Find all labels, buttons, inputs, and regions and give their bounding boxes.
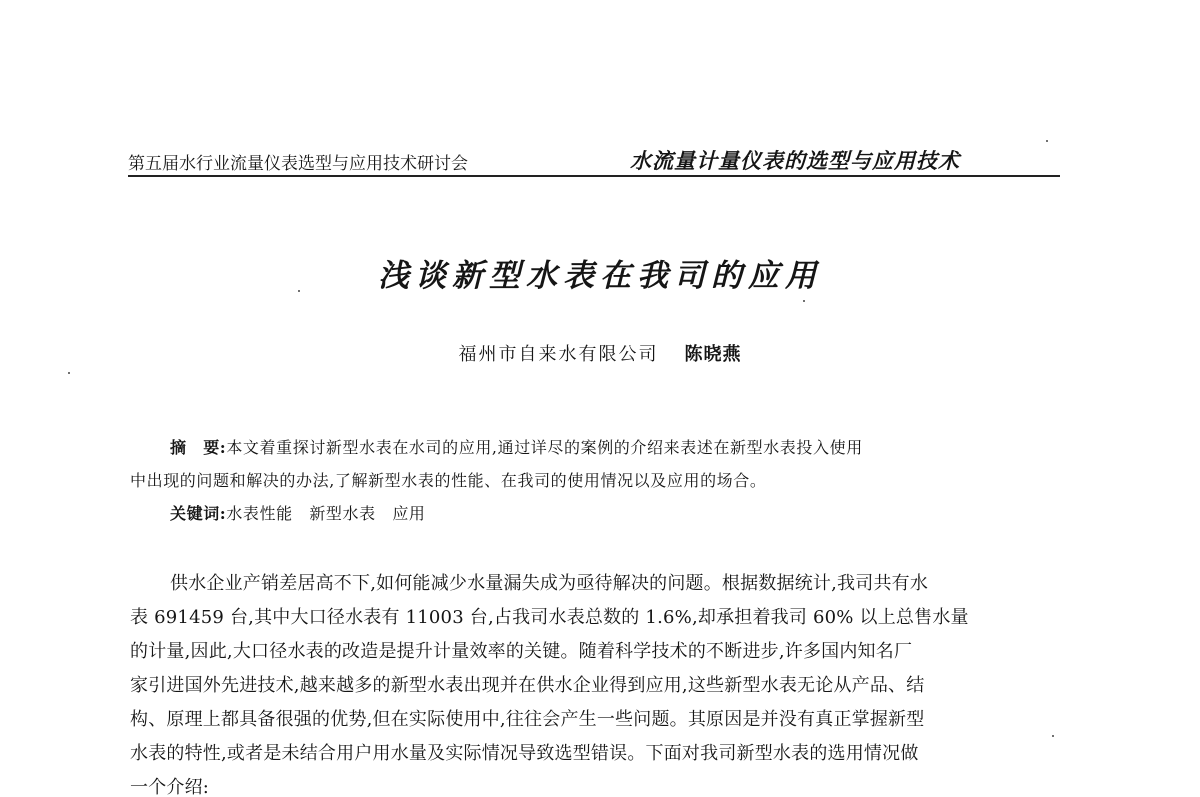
abstract-block <box>130 431 1060 530</box>
body-line: 家引进国外先进技术,越来越多的新型水表出现并在供水企业得到应用,这些新型水表无论从产品、结 <box>130 675 925 696</box>
body-line: 供水企业产销差居高不下,如何能减少水量漏失成为亟待解决的问题。根据数据统计,我司共有水 <box>170 573 929 594</box>
body-line: 一个介绍: <box>130 777 210 797</box>
affiliation-line <box>0 340 1200 366</box>
body-line: 水表的特性,或者是未结合用户用水量及实际情况导致选型错误。下面对我司新型水表的选用情况做 <box>130 743 919 764</box>
scan-speck <box>1052 735 1054 737</box>
body-line: 的计量,因此,大口径水表的改造是提升计量效率的关键。随着科学技术的不断进步,许多国内知名厂 <box>130 641 913 662</box>
body-line: 表 691459 台,其中大口径水表有 11003 台,占我司水表总数的 1.6%,却承担着我司 60% 以上总售水量 <box>130 607 969 628</box>
abstract-label: 摘 要: <box>170 438 227 457</box>
scan-speck <box>1046 140 1048 142</box>
abstract-line-1 <box>130 431 1060 464</box>
header-rule <box>128 175 1060 177</box>
keywords-text: 水表性能 新型水表 应用 <box>226 504 426 523</box>
body-line: 构、原理上都具备很强的优势,但在实际使用中,往往会产生一些问题。其原因是并没有真正掌握新型 <box>130 709 925 730</box>
abstract-line-2: 中出现的问题和解决的办法,了解新型水表的性能、在我司的使用情况以及应用的场合。 <box>130 471 767 490</box>
abstract-text-1: 本文着重探讨新型水表在水司的应用,通过详尽的案例的介绍来表述在新型水表投入使用 <box>226 438 863 457</box>
paper-title: 浅谈新型水表在我司的应用 <box>378 258 822 294</box>
scan-speck <box>298 290 300 292</box>
running-header-section: 水流量计量仪表的选型与应用技术 <box>630 148 960 173</box>
organization: 福州市自来水有限公司 <box>458 344 659 365</box>
running-header-conference: 第五届水行业流量仪表选型与应用技术研讨会 <box>128 154 468 174</box>
keywords-line <box>130 497 1060 530</box>
scan-speck <box>68 372 70 374</box>
scan-speck <box>803 300 805 302</box>
keywords-label: 关键词: <box>170 504 227 523</box>
body-paragraph <box>130 567 1065 797</box>
author-name: 陈晓燕 <box>684 344 742 365</box>
